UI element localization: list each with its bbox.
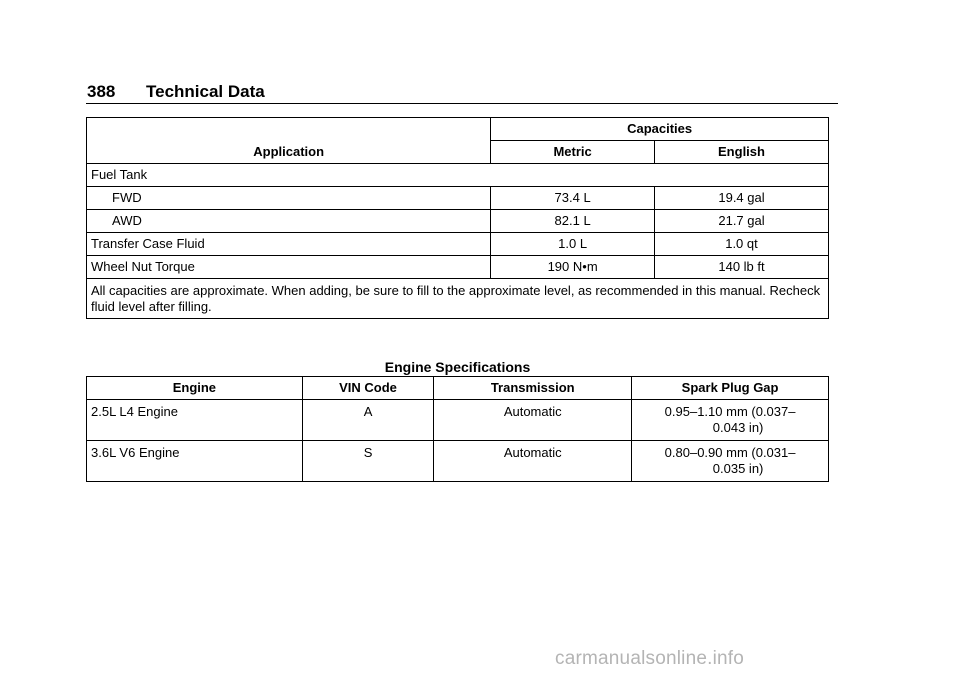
table-row xyxy=(87,210,829,233)
english-value: 140 lb ft xyxy=(654,256,828,279)
vin-code: S xyxy=(302,441,434,482)
capacities-table xyxy=(86,117,829,319)
page-header xyxy=(86,82,838,104)
english-value: 21.7 gal xyxy=(654,210,828,233)
metric-value: 82.1 L xyxy=(491,210,655,233)
table-row xyxy=(87,256,829,279)
section-label-fuel-tank: Fuel Tank xyxy=(87,164,829,187)
table-note-row xyxy=(87,279,829,319)
table-row xyxy=(87,187,829,210)
engine-name: 2.5L L4 Engine xyxy=(87,400,303,441)
section-title: Technical Data xyxy=(146,82,265,101)
table-row xyxy=(87,164,829,187)
column-header-metric: Metric xyxy=(491,141,655,164)
vin-code: A xyxy=(302,400,434,441)
table-row xyxy=(87,233,829,256)
spark-plug-gap xyxy=(632,400,829,441)
watermark: carmanualsonline.info xyxy=(555,648,745,669)
row-label: AWD xyxy=(87,210,491,233)
spark-plug-gap xyxy=(632,441,829,482)
table-header-row xyxy=(87,377,829,400)
column-header-spark-plug-gap: Spark Plug Gap xyxy=(632,377,829,400)
column-header-transmission: Transmission xyxy=(434,377,632,400)
row-label: FWD xyxy=(87,187,491,210)
spark-plug-gap-line1: 0.95–1.10 mm (0.037– xyxy=(664,404,796,419)
english-value: 19.4 gal xyxy=(654,187,828,210)
transmission: Automatic xyxy=(434,400,632,441)
column-group-capacities: Capacities xyxy=(491,118,829,141)
engine-name: 3.6L V6 Engine xyxy=(87,441,303,482)
row-label: Transfer Case Fluid xyxy=(87,233,491,256)
column-header-application: Application xyxy=(87,118,491,164)
column-header-english: English xyxy=(654,141,828,164)
column-header-engine: Engine xyxy=(87,377,303,400)
capacities-note: All capacities are approximate. When adding, be sure to fill to the approximate level, as recommended in this manual. Recheck fluid level after filling. xyxy=(87,279,829,319)
spark-plug-gap-line2: 0.035 in) xyxy=(712,461,764,476)
spark-plug-gap-line1: 0.80–0.90 mm (0.031– xyxy=(664,445,796,460)
engine-specifications-title: Engine Specifications xyxy=(384,359,531,375)
engine-specifications-table xyxy=(86,376,829,482)
table-header-row xyxy=(87,118,829,141)
transmission: Automatic xyxy=(434,441,632,482)
metric-value: 1.0 L xyxy=(491,233,655,256)
metric-value: 190 N•m xyxy=(491,256,655,279)
table-row xyxy=(87,400,829,441)
page-number: 388 xyxy=(87,82,116,101)
spark-plug-gap-line2: 0.043 in) xyxy=(712,420,764,435)
metric-value: 73.4 L xyxy=(491,187,655,210)
row-label: Wheel Nut Torque xyxy=(87,256,491,279)
table-row xyxy=(87,441,829,482)
english-value: 1.0 qt xyxy=(654,233,828,256)
column-header-vin-code: VIN Code xyxy=(302,377,434,400)
